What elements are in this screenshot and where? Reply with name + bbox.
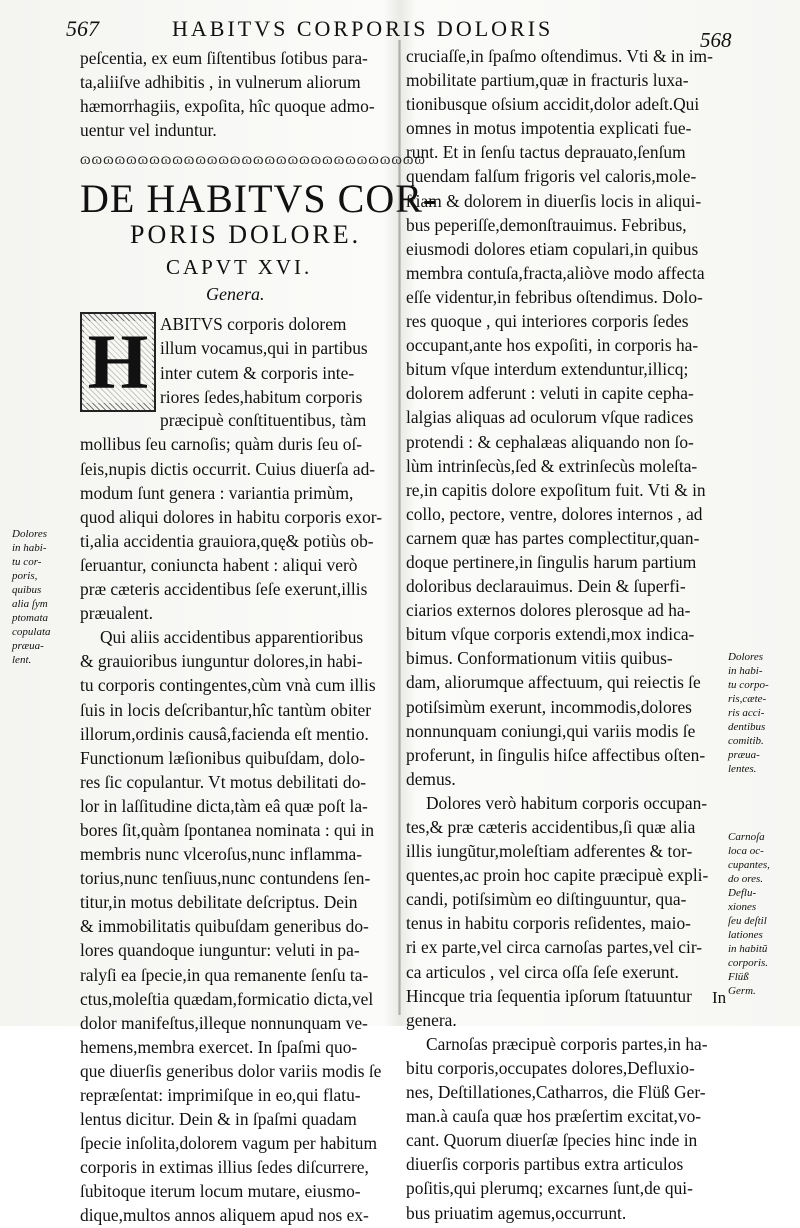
chapter-number: CAPVT XVI. [166, 255, 313, 280]
text-line: Functionum læſionibus quibuſdam, dolo- [80, 747, 366, 768]
text-line: & immobilitatis quibuſdam generibus do- [80, 916, 369, 937]
text-line: illum vocamus,qui in partibus [160, 338, 368, 359]
text-line: dolorem adferunt : veluti in capite cepha- [406, 383, 694, 404]
text-line: tu corporis contingentes,cùm vnà cum illis [80, 675, 376, 696]
margin-note-right-1 [728, 650, 794, 776]
margin-note-line: Flüß [728, 971, 749, 983]
margin-note-line: ris,cæte- [728, 693, 767, 705]
margin-note-line: copulata [12, 626, 51, 638]
text-line: membra contuſa,fracta,aliòve modo affecta [406, 262, 705, 283]
margin-note-line: in habi- [12, 542, 47, 554]
margin-note-line: comitib. [728, 735, 764, 747]
catchword: In [712, 988, 727, 1007]
left-paragraph-2 [80, 625, 390, 1227]
text-line: bitum vſque interdum extenduntur,illicq; [406, 359, 689, 380]
margin-note-line: Dolores [12, 528, 48, 540]
text-line: ta,aliiſve adhibitis , in vulnerum aliorum [80, 72, 361, 93]
margin-note-right-2 [728, 830, 794, 998]
text-line: proferunt, in ſingulis hiſce affectibus oſten- [406, 744, 706, 765]
text-line: mobilitate partium,quæ in fracturis luxa- [406, 70, 689, 91]
text-line: quod aliqui dolores in habitu corporis exor- [80, 506, 382, 527]
text-line: dam, aliorumque affectuum, qui reiectis ſe [406, 672, 701, 693]
text-line: candi, potiſsimùm eo diſtinguuntur, qua- [406, 889, 687, 910]
initial-letter: H [84, 321, 153, 403]
text-line: bus priuatim agemus,occurrunt. [406, 1202, 627, 1223]
margin-note-line: in habi- [728, 665, 763, 677]
margin-note-line: corporis. [728, 957, 769, 969]
margin-note-line: tu corpo- [728, 679, 769, 691]
text-line: ralyſi ea ſpecie,in qua remanente ſenſu ta- [80, 964, 369, 985]
chapter-title-continued: PORIS DOLORE. [130, 220, 362, 250]
text-line: ctus,moleſtia quædam,formicatio dicta,vel [80, 988, 374, 1009]
text-line: res quoque , qui interiores corporis ſedes [406, 311, 689, 332]
margin-note-line: loca oc- [728, 845, 764, 857]
text-line: & grauioribus iunguntur dolores,in habi- [80, 651, 363, 672]
text-line: uentur vel induntur. [80, 120, 217, 141]
margin-note-line: tu cor- [12, 556, 42, 568]
text-line: Qui aliis accidentibus apparentioribus [100, 627, 364, 648]
margin-note-line: dentibus [728, 721, 766, 733]
text-line: bus peperiſſe,demonſtrauimus. Febribus, [406, 214, 687, 235]
text-line: ca articulos , vel circa oſſa ſeſe exerunt. [406, 961, 679, 982]
text-line: tes,& præ cæteris accidentibus,ſi quæ alia [406, 817, 696, 837]
right-paragraph-3 [406, 1032, 724, 1225]
text-line: bitum vſque corporis extendi,mox indica- [406, 624, 695, 645]
text-line: Hincque tria ſequentia ipſorum ſtatuuntur [406, 985, 692, 1006]
text-line: nes, Deſtillationes,Catharros, die Flüß Ger- [406, 1082, 706, 1103]
text-line: ciarios externos dolores plerosque ad ha- [406, 600, 691, 621]
text-line: doloribus declarauimus. Dein & ſuperfi- [406, 576, 686, 597]
text-line: ſeruantur, coniuncta habent : aliqui verò [80, 554, 358, 575]
text-line: illis iungũtur,moleſtiam adferentes & tor- [406, 841, 693, 862]
text-line: hemens,membra exercet. In ſpaſmi quo- [80, 1036, 358, 1057]
right-paragraph-1 [406, 44, 724, 791]
margin-note-line: Deflu- [728, 887, 757, 899]
right-paragraph-2 [406, 791, 727, 1032]
margin-note-line: xiones [728, 901, 757, 913]
text-line: membris nunc vlceroſus,nunc inflamma- [80, 844, 363, 865]
text-line: eſſe videntur,in febribus oſtendimus. Dolo- [406, 286, 703, 307]
margin-note-line: do ores. [728, 873, 764, 885]
text-line: carnem quæ has partes complectitur,quan- [406, 527, 700, 548]
margin-note-left [12, 527, 72, 667]
chapter-title: DE HABITVS COR- [80, 176, 438, 222]
text-line: protendi : & cephalæas aliquando non ſo- [406, 431, 694, 452]
text-line: lores quandoque iunguntur: veluti in pa- [80, 940, 360, 961]
margin-note-line: alia ſym [12, 598, 48, 610]
text-line: illorum,ordinis causâ,facienda eſt mentio. [80, 723, 369, 744]
text-line: dolor manifeſtus,illeque nonnunquam ve- [80, 1012, 368, 1033]
text-line: re,in capitis dolore expoſitum fuit. Vti & in [406, 479, 706, 500]
text-line: repræſentat: imprimiſque in eo,qui flatu- [80, 1085, 361, 1105]
text-line: dique,multos annos aliquem apud nos ex- [80, 1205, 369, 1226]
text-line: titur,in motus debilitate deſcriptus. Dein [80, 892, 358, 913]
text-line: præ cæteris accidentibus ſeſe exerunt,illis [80, 579, 368, 600]
text-line: riores ſedes,habitum corporis [160, 386, 363, 407]
text-line: nonnunquam coniungi,qui variis modis ſe [406, 720, 696, 741]
text-line: eiusmodi dolores etiam copulari,in quibus [406, 238, 699, 259]
running-title: HABITVS CORPORIS DOLORIS [172, 16, 554, 41]
text-line: peſcentia, ex eum ſiſtentibus ſotibus para- [80, 48, 368, 68]
text-line: corporis in extimas illius ſedes diſcurrere, [80, 1157, 369, 1178]
left-paragraph-1 [80, 408, 390, 625]
section-heading: Genera. [206, 284, 265, 305]
decorated-initial-icon [80, 312, 156, 412]
margin-note-line: lent. [12, 654, 32, 666]
right-column [406, 44, 727, 1225]
text-line: inter cutem & corporis inte- [160, 362, 355, 383]
text-line: præcipuè conſtituentibus, tàm [160, 410, 367, 431]
text-line: bimus. Conformationum vitiis quibus- [406, 648, 673, 669]
text-line: bores ſit,quàm ſpontanea nominata : qui in [80, 819, 375, 840]
margin-note-line: Dolores [728, 651, 764, 663]
text-line: demus. [406, 768, 456, 789]
text-line: cant. Quorum diuerſæ ſpecies hinc inde in [406, 1130, 698, 1151]
text-line: tionibusque oſsium accidit,dolor adeſt.Qui [406, 94, 700, 115]
text-line: modum ſunt genera : variantia primùm, [80, 482, 354, 503]
text-line: omnes in motus impotentia explicati fue- [406, 118, 692, 139]
text-line: diuerſis corporis partibus extra articulos [406, 1154, 684, 1175]
margin-note-line: quibus [12, 584, 42, 596]
text-line: ti,alia accidentia grauiora,quę& potiùs ob- [80, 530, 374, 551]
right-page-number: 568 [700, 28, 732, 52]
left-page-number: 567 [66, 16, 99, 41]
text-line: tenus in habitu corporis reſidentes, maio- [406, 913, 691, 934]
text-line: ABITVS corporis dolorem [160, 314, 347, 335]
text-line: quendam falſum frigoris vel caloris,mole- [406, 166, 697, 187]
margin-note-line: in habitũ [728, 943, 768, 955]
text-line: lor in laſſitudine dicta,tàm eâ quæ poſt la- [80, 795, 368, 816]
text-line: runt. Et in ſenſu tactus deprauato,ſenſum [406, 142, 686, 163]
margin-note-line: Germ. [728, 985, 756, 997]
text-line: ſpecie inſolita,dolorem vagum per habitum [80, 1133, 378, 1154]
margin-note-line: præua- [728, 749, 760, 761]
text-line: genera. [406, 1009, 457, 1030]
text-line: collo, pectore, ventre, dolores internos , ad [406, 503, 703, 524]
ornament-band: ɷɷɷɷɷɷɷɷɷɷɷɷɷɷɷɷɷɷɷɷɷɷɷɷɷɷɷɷɷɷ [80, 151, 426, 169]
text-line: ſeis,nupis dictis occurrit. Cuius diuerſa ad- [80, 458, 376, 479]
text-line: cruciaſſe,in ſpaſmo oſtendimus. Vti & in im- [406, 46, 713, 66]
initial-lines [160, 312, 396, 408]
margin-note-line: ſeu deſtil [728, 915, 767, 927]
text-line: bitu corporis,occupates dolores,Defluxio- [406, 1057, 695, 1078]
left-top-paragraph [80, 46, 390, 142]
text-line: Dolores verò habitum corporis occupan- [426, 792, 708, 813]
initial-paragraph-start [80, 312, 390, 408]
margin-note-line: lentes. [728, 763, 757, 775]
margin-note-line: lationes [728, 929, 763, 941]
text-line: ſtiam & dolorem in diuerſis locis in aliqui- [406, 190, 702, 211]
text-line: res ſic copulantur. Vt motus debilitati do- [80, 771, 367, 792]
text-line: poſitis,qui plerumq; excarnes ſunt,de qui- [406, 1178, 693, 1199]
text-line: hæmorrhagiis, expoſita, hîc quoque admo- [80, 96, 375, 117]
margin-note-line: Carnoſa [728, 831, 765, 843]
text-line: ri ex parte,vel circa carnoſas partes,vel cir- [406, 937, 703, 958]
text-line: ſubitoque iterum locum mutare, eiusmo- [80, 1181, 361, 1202]
text-line: lùm intrinſecùs,ſed & extrinſecùs moleſta- [406, 455, 698, 476]
text-line: lentus dicitur. Dein & in ſpaſmi quadam [80, 1109, 357, 1130]
text-line: man.à cauſa quæ hos præſertim excitat,vo- [406, 1106, 702, 1127]
text-line: Carnoſas præcipuè corporis partes,in ha- [426, 1033, 708, 1054]
text-line: doque pertinere,in ſingulis harum partium [406, 551, 697, 572]
text-line: torius,nunc tenſiuus,nunc contundens ſen- [80, 868, 371, 889]
text-line: occupant,ante hos expoſiti, in corporis ha- [406, 335, 699, 356]
margin-note-line: cupantes, [728, 859, 770, 871]
text-line: mollibus ſeu carnoſis; quàm duris ſeu oſ- [80, 434, 363, 455]
margin-note-line: ris acci- [728, 707, 765, 719]
text-line: lalgias aliquas ad oculorum vſque radices [406, 407, 694, 428]
text-line: ſuis in locis deſcribantur,hîc tantùm obiter [80, 699, 372, 720]
text-line: præualent. [80, 603, 153, 624]
text-line: potiſsimùm exerunt, incommodis,dolores [406, 696, 692, 717]
text-line: quentes,ac proin hoc capite præcipuè expli- [406, 865, 709, 886]
text-line: que diuerſis generibus dolor variis modis ſe [80, 1060, 382, 1081]
margin-note-line: ptomata [12, 612, 49, 624]
margin-note-line: poris, [12, 570, 38, 582]
margin-note-line: præua- [12, 640, 44, 652]
